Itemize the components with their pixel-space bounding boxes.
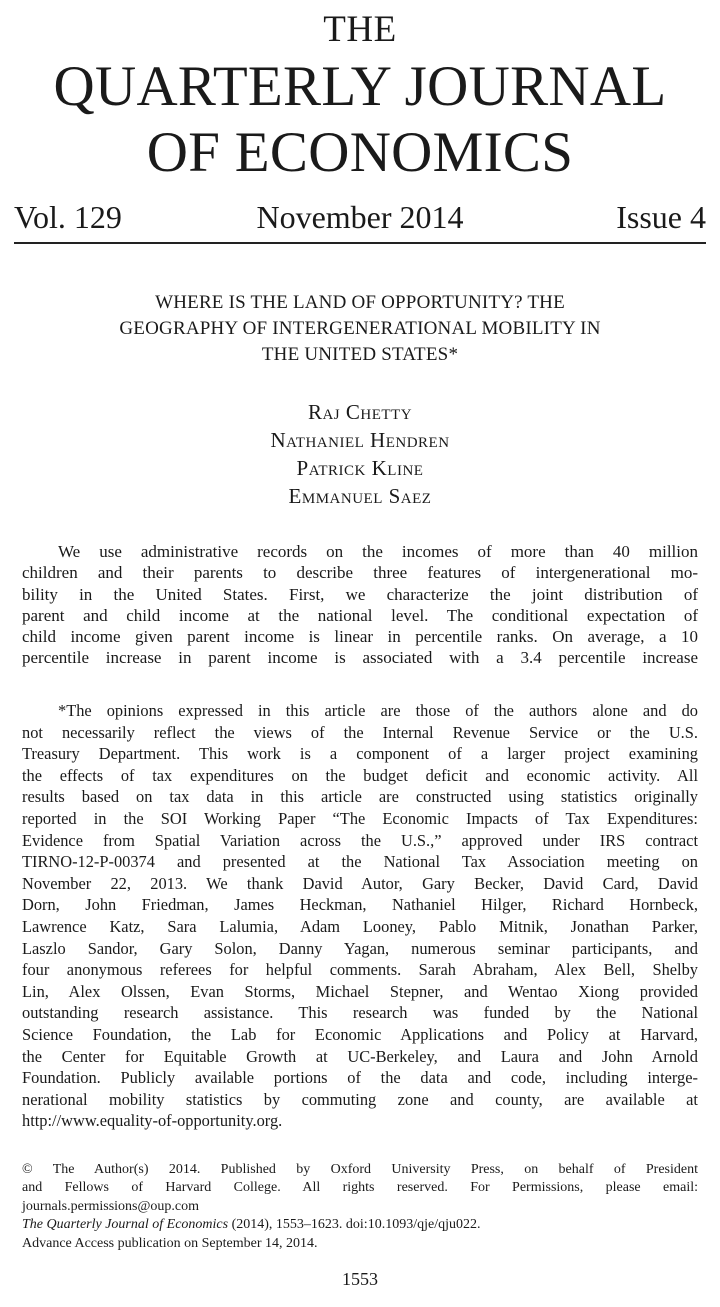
title-line: GEOGRAPHY OF INTERGENERATIONAL MOBILITY IN [119, 318, 601, 339]
author-list [0, 398, 720, 510]
masthead-the: THE [323, 9, 397, 50]
issue-number: Issue 4 [616, 199, 706, 235]
footnote-line: nerational mobility statistics by commuting zone and county, are available at [22, 1089, 698, 1109]
issue-info-row [14, 197, 706, 241]
footnote [22, 700, 698, 1132]
masthead-line-2: OF ECONOMICS [146, 121, 574, 184]
footnote-line: results based on tax data in this article are constructed using statistics originally [22, 787, 698, 807]
footnote-line: outstanding research assistance. This research was funded by the National [22, 1003, 698, 1023]
copyright-line: © The Author(s) 2014. Published by Oxford University Press, on behalf of President [22, 1162, 698, 1177]
footnote-line: reported in the SOI Working Paper “The Economic Impacts of Tax Expenditures: [22, 808, 698, 828]
permissions-email: journals.permissions@oup.com [22, 1198, 199, 1214]
masthead-line-1: QUARTERLY JOURNAL [53, 55, 667, 118]
footnote-line: the effects of tax expenditures on the budget deficit and economic activity. All [22, 765, 698, 785]
footnote-line: *The opinions expressed in this article are those of the authors alone and do [58, 701, 698, 720]
abstract-line: bility in the United States. First, we characterize the joint distribution of [22, 584, 698, 604]
footnote-line: the Center for Equitable Growth at UC-Berkeley, and Laura and John Arnold [22, 1046, 698, 1066]
footnote-line: Lin, Alex Olssen, Evan Storms, Michael Stepner, and Wentao Xiong provided [22, 981, 698, 1001]
page-number: 1553 [342, 1269, 378, 1289]
author-name: Nathaniel Hendren [270, 428, 450, 452]
footnote-line: November 22, 2013. We thank David Autor, Gary Becker, David Card, David [22, 873, 698, 893]
advance-access-line: Advance Access publication on September 14, 2014. [22, 1235, 318, 1251]
author-name: Emmanuel Saez [288, 484, 432, 508]
volume-label: Vol. 129 [14, 199, 122, 235]
copyright-line: and Fellows of Harvard College. All rights reserved. For Permissions, please email: [22, 1180, 698, 1196]
abstract-line: We use administrative records on the incomes of more than 40 million [58, 542, 698, 561]
citation-line [22, 1216, 698, 1234]
abstract-line: percentile increase in parent income is associated with a 3.4 percentile increase [22, 648, 698, 668]
footnote-line: Treasury Department. This work is a component of a larger project examining [22, 744, 698, 764]
footnote-line: Lawrence Katz, Sara Lalumia, Adam Looney, Pablo Mitnik, Jonathan Parker, [22, 916, 698, 936]
footnote-line: four anonymous referees for helpful comments. Sarah Abraham, Alex Bell, Shelby [22, 960, 698, 980]
footnote-line: TIRNO-12-P-00374 and presented at the National Tax Association meeting on [22, 852, 698, 872]
citation-journal: The Quarterly Journal of Economics [22, 1217, 229, 1233]
masthead-rule [14, 242, 706, 244]
issue-date: November 2014 [256, 199, 464, 235]
footnote-line: Evidence from Spatial Variation across the U.S.,” approved under IRS contract [22, 830, 698, 850]
abstract-line: child income given parent income is linear in percentile ranks. On average, a 10 [22, 627, 698, 647]
abstract-line: parent and child income at the national level. The conditional expectation of [22, 605, 698, 625]
footnote-line: Dorn, John Friedman, James Heckman, Nathaniel Hilger, Richard Hornbeck, [22, 895, 698, 915]
abstract-line: children and their parents to describe three features of intergenerational mo- [22, 563, 698, 583]
title-line: WHERE IS THE LAND OF OPPORTUNITY? THE [155, 292, 565, 313]
footnote-line: Science Foundation, the Lab for Economic Applications and Policy at Harvard, [22, 1024, 698, 1044]
author-name: Raj Chetty [307, 400, 413, 424]
abstract [22, 541, 698, 669]
article-title [30, 290, 690, 368]
footnote-url-line: http://www.equality-of-opportunity.org. [22, 1111, 283, 1131]
copyright-block [22, 1161, 698, 1253]
author-name: Patrick Kline [296, 456, 424, 480]
footnote-line: not necessarily reflect the views of the Internal Revenue Service or the U.S. [22, 722, 698, 742]
footnote-line: Laszlo Sandor, Gary Solon, Danny Yagan, numerous seminar participants, and [22, 938, 698, 958]
footnote-line: Foundation. Publicly available portions of the data and code, including interge- [22, 1068, 698, 1088]
title-line: THE UNITED STATES* [261, 344, 459, 365]
citation-details: (2014), 1553–1623. doi:10.1093/qje/qju022. [228, 1217, 481, 1233]
